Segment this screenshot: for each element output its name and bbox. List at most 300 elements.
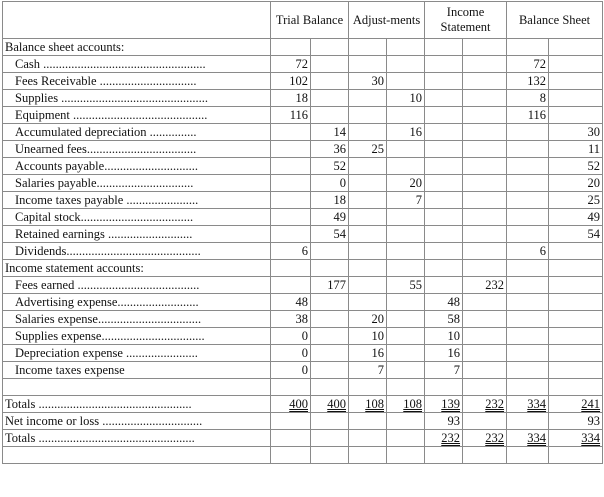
amount-cell xyxy=(425,396,463,413)
amount-cell xyxy=(271,277,311,294)
amount-cell xyxy=(349,39,387,56)
amount-cell xyxy=(311,243,349,260)
amount-cell xyxy=(463,311,507,328)
amount-cell xyxy=(463,175,507,192)
amount-cell xyxy=(349,396,387,413)
amount-cell xyxy=(549,39,603,56)
amount-value: 52 xyxy=(333,158,347,173)
amount-value: 400 xyxy=(327,396,347,411)
amount-cell xyxy=(311,413,349,430)
amount-cell xyxy=(425,209,463,226)
amount-cell xyxy=(425,260,463,277)
amount-cell xyxy=(549,192,603,209)
account-row xyxy=(3,73,603,90)
amount-cell xyxy=(425,175,463,192)
amount-value: 16 xyxy=(409,124,423,139)
worksheet-body xyxy=(3,2,603,464)
amount-cell xyxy=(507,107,549,124)
row-label xyxy=(3,379,271,396)
account-row xyxy=(3,175,603,192)
amount-cell xyxy=(349,345,387,362)
amount-cell xyxy=(349,243,387,260)
amount-cell xyxy=(425,430,463,447)
amount-cell xyxy=(549,294,603,311)
account-row xyxy=(3,124,603,141)
amount-value: 232 xyxy=(485,396,505,411)
amount-value: 0 xyxy=(301,345,308,360)
amount-cell xyxy=(271,39,311,56)
amount-cell xyxy=(549,345,603,362)
amount-cell xyxy=(387,39,425,56)
row-label: Advertising expense.......................... xyxy=(3,294,271,311)
amount-cell xyxy=(271,192,311,209)
header-balance-sheet: Balance Sheet xyxy=(507,2,603,39)
amount-cell xyxy=(311,56,349,73)
amount-cell xyxy=(349,175,387,192)
blank-row xyxy=(3,447,603,464)
amount-cell xyxy=(387,328,425,345)
header-income-statement: Income Statement xyxy=(425,2,507,39)
blank-row xyxy=(3,379,603,396)
amount-cell xyxy=(271,107,311,124)
amount-cell xyxy=(463,226,507,243)
account-row xyxy=(3,158,603,175)
account-row xyxy=(3,209,603,226)
amount-cell xyxy=(425,294,463,311)
row-label: Supplies expense................................. xyxy=(3,328,271,345)
amount-cell xyxy=(349,413,387,430)
amount-cell xyxy=(425,328,463,345)
amount-cell xyxy=(311,362,349,379)
amount-cell xyxy=(349,328,387,345)
row-label: Fees earned ....................................... xyxy=(3,277,271,294)
amount-cell xyxy=(549,413,603,430)
amount-value: 25 xyxy=(587,192,601,207)
amount-cell xyxy=(549,379,603,396)
amount-cell xyxy=(311,158,349,175)
amount-cell xyxy=(507,209,549,226)
amount-value: 54 xyxy=(587,226,601,241)
amount-cell xyxy=(311,73,349,90)
amount-value: 16 xyxy=(371,345,385,360)
amount-value: 30 xyxy=(371,73,385,88)
amount-cell xyxy=(463,362,507,379)
account-row xyxy=(3,56,603,73)
amount-cell xyxy=(425,73,463,90)
amount-cell xyxy=(349,141,387,158)
amount-cell xyxy=(387,362,425,379)
amount-cell xyxy=(271,260,311,277)
amount-value: 6 xyxy=(301,243,308,258)
header-row xyxy=(3,2,603,39)
amount-cell xyxy=(463,396,507,413)
amount-cell xyxy=(349,447,387,464)
amount-cell xyxy=(387,260,425,277)
amount-value: 25 xyxy=(371,141,385,156)
amount-cell xyxy=(271,379,311,396)
amount-cell xyxy=(425,447,463,464)
amount-cell xyxy=(425,141,463,158)
amount-cell xyxy=(311,345,349,362)
amount-cell xyxy=(507,39,549,56)
amount-cell xyxy=(387,413,425,430)
amount-cell xyxy=(463,158,507,175)
amount-cell xyxy=(349,379,387,396)
amount-cell xyxy=(387,294,425,311)
amount-value: 108 xyxy=(365,396,385,411)
amount-cell xyxy=(463,141,507,158)
amount-cell xyxy=(425,226,463,243)
row-label: Salaries expense................................. xyxy=(3,311,271,328)
amount-cell xyxy=(507,73,549,90)
amount-cell xyxy=(463,39,507,56)
amount-cell xyxy=(549,430,603,447)
amount-value: 72 xyxy=(533,56,547,71)
row-label: Salaries payable............................... xyxy=(3,175,271,192)
account-row xyxy=(3,192,603,209)
amount-cell xyxy=(387,175,425,192)
amount-cell xyxy=(311,430,349,447)
amount-cell xyxy=(387,226,425,243)
amount-value: 93 xyxy=(447,413,461,428)
amount-cell xyxy=(549,311,603,328)
amount-value: 116 xyxy=(527,107,547,122)
amount-cell xyxy=(387,311,425,328)
row-label: Totals ................................................. xyxy=(3,396,271,413)
amount-value: 232 xyxy=(441,430,461,445)
row-label: Cash .................................................... xyxy=(3,56,271,73)
amount-cell xyxy=(349,209,387,226)
row-label: Net income or loss ................................ xyxy=(3,413,271,430)
row-label: Balance sheet accounts: xyxy=(3,39,271,56)
section-header-row xyxy=(3,39,603,56)
amount-cell xyxy=(349,90,387,107)
amount-cell xyxy=(271,56,311,73)
amount-cell xyxy=(463,260,507,277)
amount-cell xyxy=(311,328,349,345)
amount-cell xyxy=(549,158,603,175)
amount-value: 7 xyxy=(377,362,385,377)
amount-cell xyxy=(311,277,349,294)
amount-value: 241 xyxy=(581,396,601,411)
amount-cell xyxy=(387,90,425,107)
amount-cell xyxy=(271,294,311,311)
amount-cell xyxy=(271,124,311,141)
amount-cell xyxy=(311,209,349,226)
amount-cell xyxy=(311,447,349,464)
amount-cell xyxy=(271,362,311,379)
amount-cell xyxy=(311,226,349,243)
account-row xyxy=(3,311,603,328)
amount-cell xyxy=(311,124,349,141)
amount-cell xyxy=(311,311,349,328)
amount-cell xyxy=(271,447,311,464)
amount-cell xyxy=(463,107,507,124)
amount-cell xyxy=(271,243,311,260)
amount-cell xyxy=(507,345,549,362)
amount-value: 55 xyxy=(409,277,423,292)
amount-value: 93 xyxy=(587,413,601,428)
amount-cell xyxy=(463,413,507,430)
amount-cell xyxy=(271,396,311,413)
amount-cell xyxy=(507,277,549,294)
amount-cell xyxy=(507,175,549,192)
amount-cell xyxy=(349,430,387,447)
amount-cell xyxy=(463,277,507,294)
amount-value: 116 xyxy=(289,107,308,122)
amount-cell xyxy=(311,260,349,277)
amount-value: 7 xyxy=(453,362,461,377)
amount-cell xyxy=(271,73,311,90)
amount-value: 58 xyxy=(447,311,461,326)
amount-value: 10 xyxy=(371,328,385,343)
amount-cell xyxy=(271,345,311,362)
amount-cell xyxy=(311,379,349,396)
amount-cell xyxy=(549,328,603,345)
header-adjustments: Adjust-ments xyxy=(349,2,425,39)
amount-cell xyxy=(425,243,463,260)
amount-value: 20 xyxy=(587,175,601,190)
amount-cell xyxy=(507,379,549,396)
amount-cell xyxy=(549,243,603,260)
amount-cell xyxy=(463,192,507,209)
amount-cell xyxy=(507,311,549,328)
amount-cell xyxy=(387,107,425,124)
amount-cell xyxy=(425,345,463,362)
amount-cell xyxy=(463,328,507,345)
amount-value: 36 xyxy=(333,141,347,156)
amount-cell xyxy=(507,362,549,379)
account-row xyxy=(3,90,603,107)
section-header-row xyxy=(3,260,603,277)
amount-cell xyxy=(387,192,425,209)
amount-value: 232 xyxy=(485,430,505,445)
amount-cell xyxy=(463,243,507,260)
amount-cell xyxy=(349,277,387,294)
amount-value: 16 xyxy=(447,345,461,360)
amount-cell xyxy=(425,90,463,107)
amount-cell xyxy=(271,226,311,243)
amount-cell xyxy=(387,447,425,464)
amount-cell xyxy=(507,56,549,73)
amount-value: 52 xyxy=(587,158,601,173)
amount-value: 8 xyxy=(539,90,547,105)
amount-cell xyxy=(387,158,425,175)
amount-cell xyxy=(507,260,549,277)
amount-cell xyxy=(387,396,425,413)
amount-cell xyxy=(387,379,425,396)
amount-value: 102 xyxy=(289,73,308,88)
amount-cell xyxy=(507,158,549,175)
account-row xyxy=(3,277,603,294)
amount-cell xyxy=(387,209,425,226)
amount-cell xyxy=(425,124,463,141)
row-label: Income taxes expense xyxy=(3,362,271,379)
amount-cell xyxy=(387,430,425,447)
amount-cell xyxy=(549,141,603,158)
amount-value: 38 xyxy=(295,311,308,326)
row-label: Equipment ........................................... xyxy=(3,107,271,124)
amount-value: 139 xyxy=(441,396,461,411)
amount-cell xyxy=(387,56,425,73)
amount-cell xyxy=(311,396,349,413)
amount-cell xyxy=(463,73,507,90)
amount-cell xyxy=(425,39,463,56)
row-label: Retained earnings ........................... xyxy=(3,226,271,243)
amount-value: 7 xyxy=(415,192,423,207)
amount-cell xyxy=(463,90,507,107)
row-label: Accumulated depreciation ............... xyxy=(3,124,271,141)
row-label: Totals .................................................. xyxy=(3,430,271,447)
amount-cell xyxy=(549,107,603,124)
amount-cell xyxy=(549,277,603,294)
amount-cell xyxy=(425,192,463,209)
amount-value: 11 xyxy=(588,141,601,156)
totals-final-row xyxy=(3,430,603,447)
amount-cell xyxy=(349,311,387,328)
amount-value: 14 xyxy=(333,124,347,139)
amount-cell xyxy=(311,141,349,158)
amount-value: 49 xyxy=(587,209,601,224)
amount-value: 108 xyxy=(403,396,423,411)
amount-cell xyxy=(507,294,549,311)
row-label: Supplies ............................................... xyxy=(3,90,271,107)
amount-cell xyxy=(349,226,387,243)
amount-cell xyxy=(463,379,507,396)
amount-cell xyxy=(549,260,603,277)
totals-row xyxy=(3,396,603,413)
amount-cell xyxy=(463,56,507,73)
amount-cell xyxy=(349,124,387,141)
amount-cell xyxy=(549,396,603,413)
amount-value: 334 xyxy=(527,430,547,445)
amount-value: 18 xyxy=(295,90,308,105)
row-label: Capital stock.................................... xyxy=(3,209,271,226)
net-income-row xyxy=(3,413,603,430)
amount-value: 132 xyxy=(527,73,547,88)
amount-value: 18 xyxy=(333,192,347,207)
amount-cell xyxy=(311,192,349,209)
amount-cell xyxy=(349,294,387,311)
amount-cell xyxy=(549,90,603,107)
amount-cell xyxy=(463,430,507,447)
amount-value: 10 xyxy=(447,328,461,343)
amount-value: 20 xyxy=(409,175,423,190)
amount-cell xyxy=(349,73,387,90)
amount-cell xyxy=(507,192,549,209)
amount-cell xyxy=(271,209,311,226)
amount-cell xyxy=(271,328,311,345)
amount-cell xyxy=(549,175,603,192)
amount-cell xyxy=(425,56,463,73)
amount-cell xyxy=(349,56,387,73)
amount-cell xyxy=(507,90,549,107)
amount-cell xyxy=(311,294,349,311)
amount-cell xyxy=(425,413,463,430)
amount-cell xyxy=(271,430,311,447)
account-row xyxy=(3,328,603,345)
amount-cell xyxy=(549,362,603,379)
amount-value: 54 xyxy=(333,226,347,241)
amount-cell xyxy=(271,311,311,328)
amount-value: 400 xyxy=(289,396,308,411)
amount-cell xyxy=(349,107,387,124)
account-row xyxy=(3,141,603,158)
amount-value: 72 xyxy=(295,56,308,71)
amount-cell xyxy=(425,379,463,396)
amount-cell xyxy=(549,226,603,243)
amount-value: 20 xyxy=(371,311,385,326)
row-label: Fees Receivable ............................... xyxy=(3,73,271,90)
amount-cell xyxy=(311,175,349,192)
amount-value: 334 xyxy=(527,396,547,411)
amount-cell xyxy=(387,141,425,158)
row-label: Accounts payable.............................. xyxy=(3,158,271,175)
account-row xyxy=(3,226,603,243)
amount-cell xyxy=(311,39,349,56)
amount-value: 177 xyxy=(327,277,347,292)
amount-cell xyxy=(425,158,463,175)
row-label: Unearned fees................................... xyxy=(3,141,271,158)
amount-cell xyxy=(507,396,549,413)
account-row xyxy=(3,294,603,311)
amount-cell xyxy=(463,345,507,362)
amount-cell xyxy=(463,447,507,464)
amount-cell xyxy=(425,277,463,294)
amount-value: 0 xyxy=(301,328,308,343)
amount-cell xyxy=(271,413,311,430)
amount-cell xyxy=(271,141,311,158)
amount-cell xyxy=(387,277,425,294)
amount-value: 10 xyxy=(409,90,423,105)
amount-cell xyxy=(549,56,603,73)
amount-cell xyxy=(463,124,507,141)
amount-cell xyxy=(507,447,549,464)
row-label: Depreciation expense ....................... xyxy=(3,345,271,362)
header-blank-cell xyxy=(3,2,271,39)
amount-cell xyxy=(425,311,463,328)
amount-cell xyxy=(507,124,549,141)
amount-cell xyxy=(549,447,603,464)
amount-cell xyxy=(349,158,387,175)
amount-cell xyxy=(549,124,603,141)
amount-cell xyxy=(349,192,387,209)
amount-cell xyxy=(507,226,549,243)
row-label: Income statement accounts: xyxy=(3,260,271,277)
row-label: Dividends........................................... xyxy=(3,243,271,260)
amount-cell xyxy=(311,90,349,107)
amount-value: 232 xyxy=(485,277,505,292)
amount-cell xyxy=(349,260,387,277)
amount-cell xyxy=(387,243,425,260)
amount-cell xyxy=(271,158,311,175)
amount-cell xyxy=(507,141,549,158)
amount-cell xyxy=(463,209,507,226)
amount-cell xyxy=(271,90,311,107)
amount-cell xyxy=(549,209,603,226)
amount-value: 49 xyxy=(333,209,347,224)
amount-cell xyxy=(507,328,549,345)
amount-cell xyxy=(387,124,425,141)
amount-value: 0 xyxy=(301,362,308,377)
amount-cell xyxy=(271,175,311,192)
account-row xyxy=(3,107,603,124)
amount-cell xyxy=(549,73,603,90)
amount-cell xyxy=(507,430,549,447)
amount-cell xyxy=(425,362,463,379)
header-trial-balance: Trial Balance xyxy=(271,2,349,39)
worksheet-table xyxy=(2,1,603,464)
